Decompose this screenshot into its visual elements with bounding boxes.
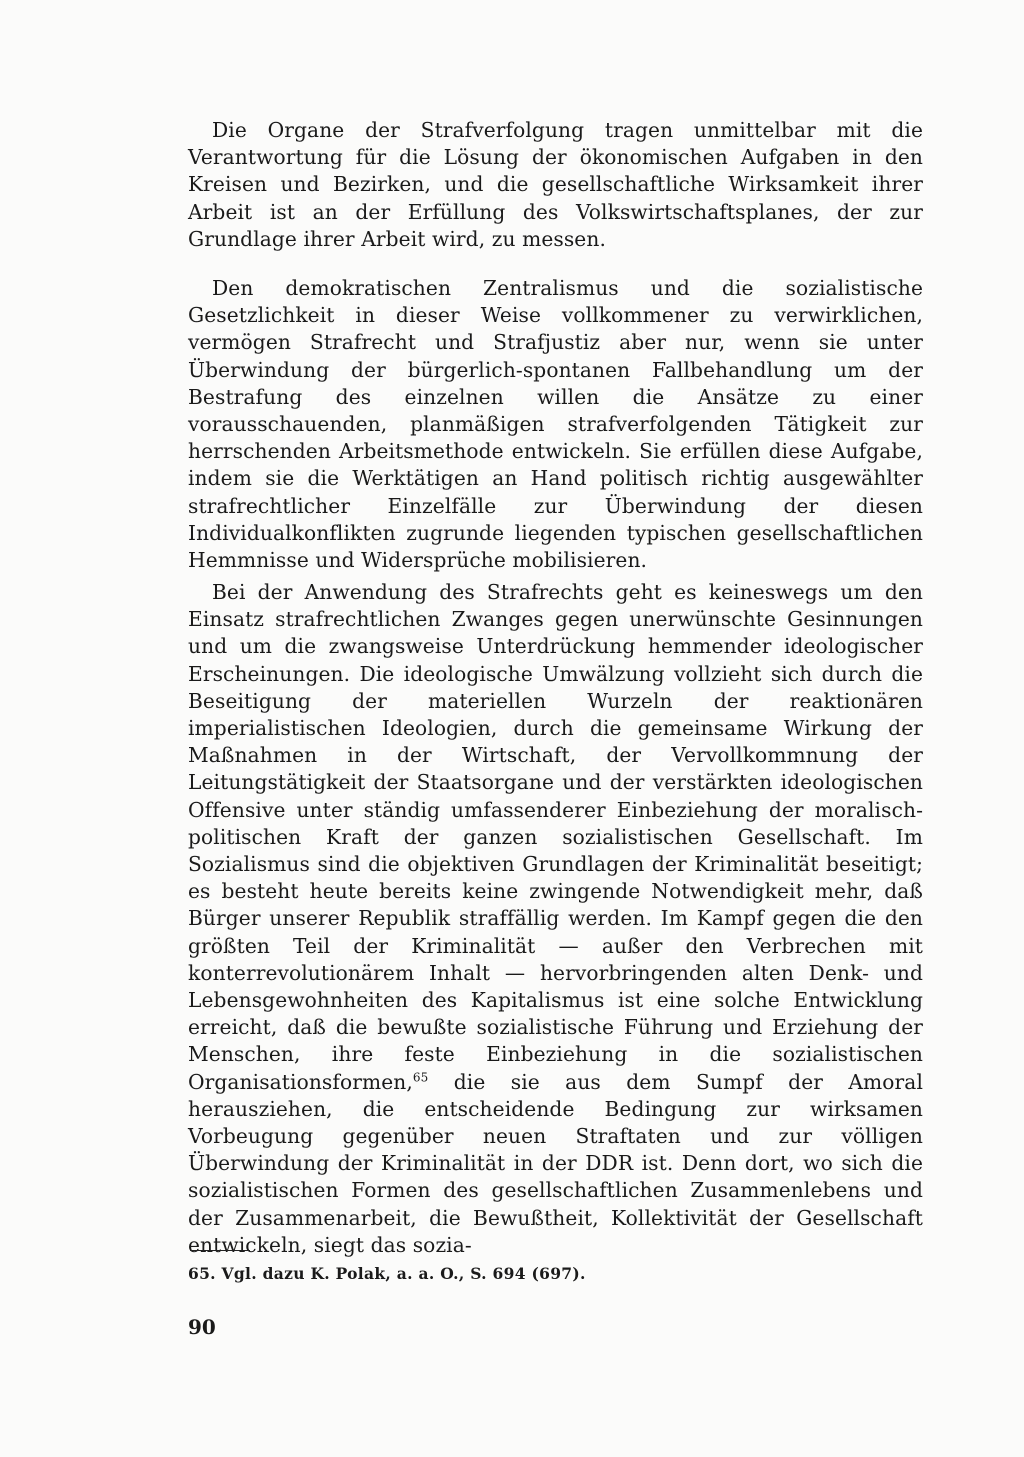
footnote-text: 65. Vgl. dazu K. Polak, a. a. O., S. 694 (697). bbox=[188, 1264, 586, 1283]
paragraph-1 bbox=[188, 117, 923, 253]
paragraph-3-part-2: die sie aus dem Sumpf der Amoral herausziehen, die entscheidende Bedingung zur wirksamen Vorbeugung gegenüber neuen Straftaten und zur völligen Überwindung der Kriminalität in der DDR ist. Denn dort, wo sich die sozialistischen Formen des gesellschaftlichen Zusammenlebens und der Zusammenarbeit, die Bewußtheit, Kollektivität der Gesellschaft entwickeln, siegt das sozia- bbox=[188, 1069, 923, 1257]
paragraph-3-text bbox=[188, 579, 923, 1259]
paragraph-3-part-1: Bei der Anwendung des Strafrechts geht es keineswegs um den Einsatz strafrechtlichen Zwanges gegen unerwünschte Gesinnungen und um die zwangsweise Unterdrückung hemmender ideologischer Erscheinungen. Die ideologische Umwälzung vollzieht sich durch die Beseitigung der materiellen Wurzeln der reaktionären imperialistischen Ideologien, durch die gemeinsame Wirkung der Maßnahmen in der Wirtschaft, der Vervollkommnung der Leitungstätigkeit der Staatsorgane und der verstärkten ideologischen Offensive unter ständig umfassenderer Einbeziehung der moralisch-politischen Kraft der ganzen sozialistischen Gesellschaft. Im Sozialismus sind die objektiven Grundlagen der Kriminalität beseitigt; es besteht heute bereits keine zwingende Notwendigkeit mehr, daß Bürger unserer Republik straffällig werden. Im Kampf gegen die den größten Teil der Kriminalität — außer den Verbrechen mit konterrevolutionärem Inhalt — hervorbringenden alten Denk- und Lebensgewohnheiten des Kapitalismus ist eine solche Entwicklung erreicht, daß die bewußte sozialistische Führung und Erziehung der Menschen, ihre feste Einbeziehung in die sozialistischen Organisationsformen, bbox=[188, 580, 923, 1094]
footnote-reference: 65 bbox=[412, 1069, 429, 1084]
page-number: 90 bbox=[188, 1315, 216, 1339]
footnote-divider bbox=[190, 1250, 250, 1251]
paragraph-2 bbox=[188, 275, 923, 574]
paragraph-3 bbox=[188, 579, 923, 1259]
paragraph-2-text: Den demokratischen Zentralismus und die sozialistische Gesetzlichkeit in dieser Weise vollkommener zu verwirklichen, vermögen Strafrecht und Strafjustiz aber nur, wenn sie unter Überwindung der bürgerlich-spontanen Fallbehandlung um der Bestrafung des einzelnen willen die Ansätze zu einer vorausschauenden, planmäßigen strafverfolgenden Tätigkeit zur herrschenden Arbeitsmethode entwickeln. Sie erfüllen diese Aufgabe, indem sie die Werktätigen an Hand politisch richtig ausgewählter strafrechtlicher Einzelfälle zur Überwindung der diesen Individualkonflikten zugrunde liegenden typischen gesellschaftlichen Hemmnisse und Widersprüche mobilisieren. bbox=[188, 276, 923, 573]
paragraph-1-text: Die Organe der Strafverfolgung tragen unmittelbar mit die Verantwortung für die Lösung der ökonomischen Aufgaben in den Kreisen und Bezirken, und die gesellschaftliche Wirksamkeit ihrer Arbeit ist an der Erfüllung des Volkswirtschaftsplanes, der zur Grundlage ihrer Arbeit wird, zu messen. bbox=[188, 118, 923, 251]
